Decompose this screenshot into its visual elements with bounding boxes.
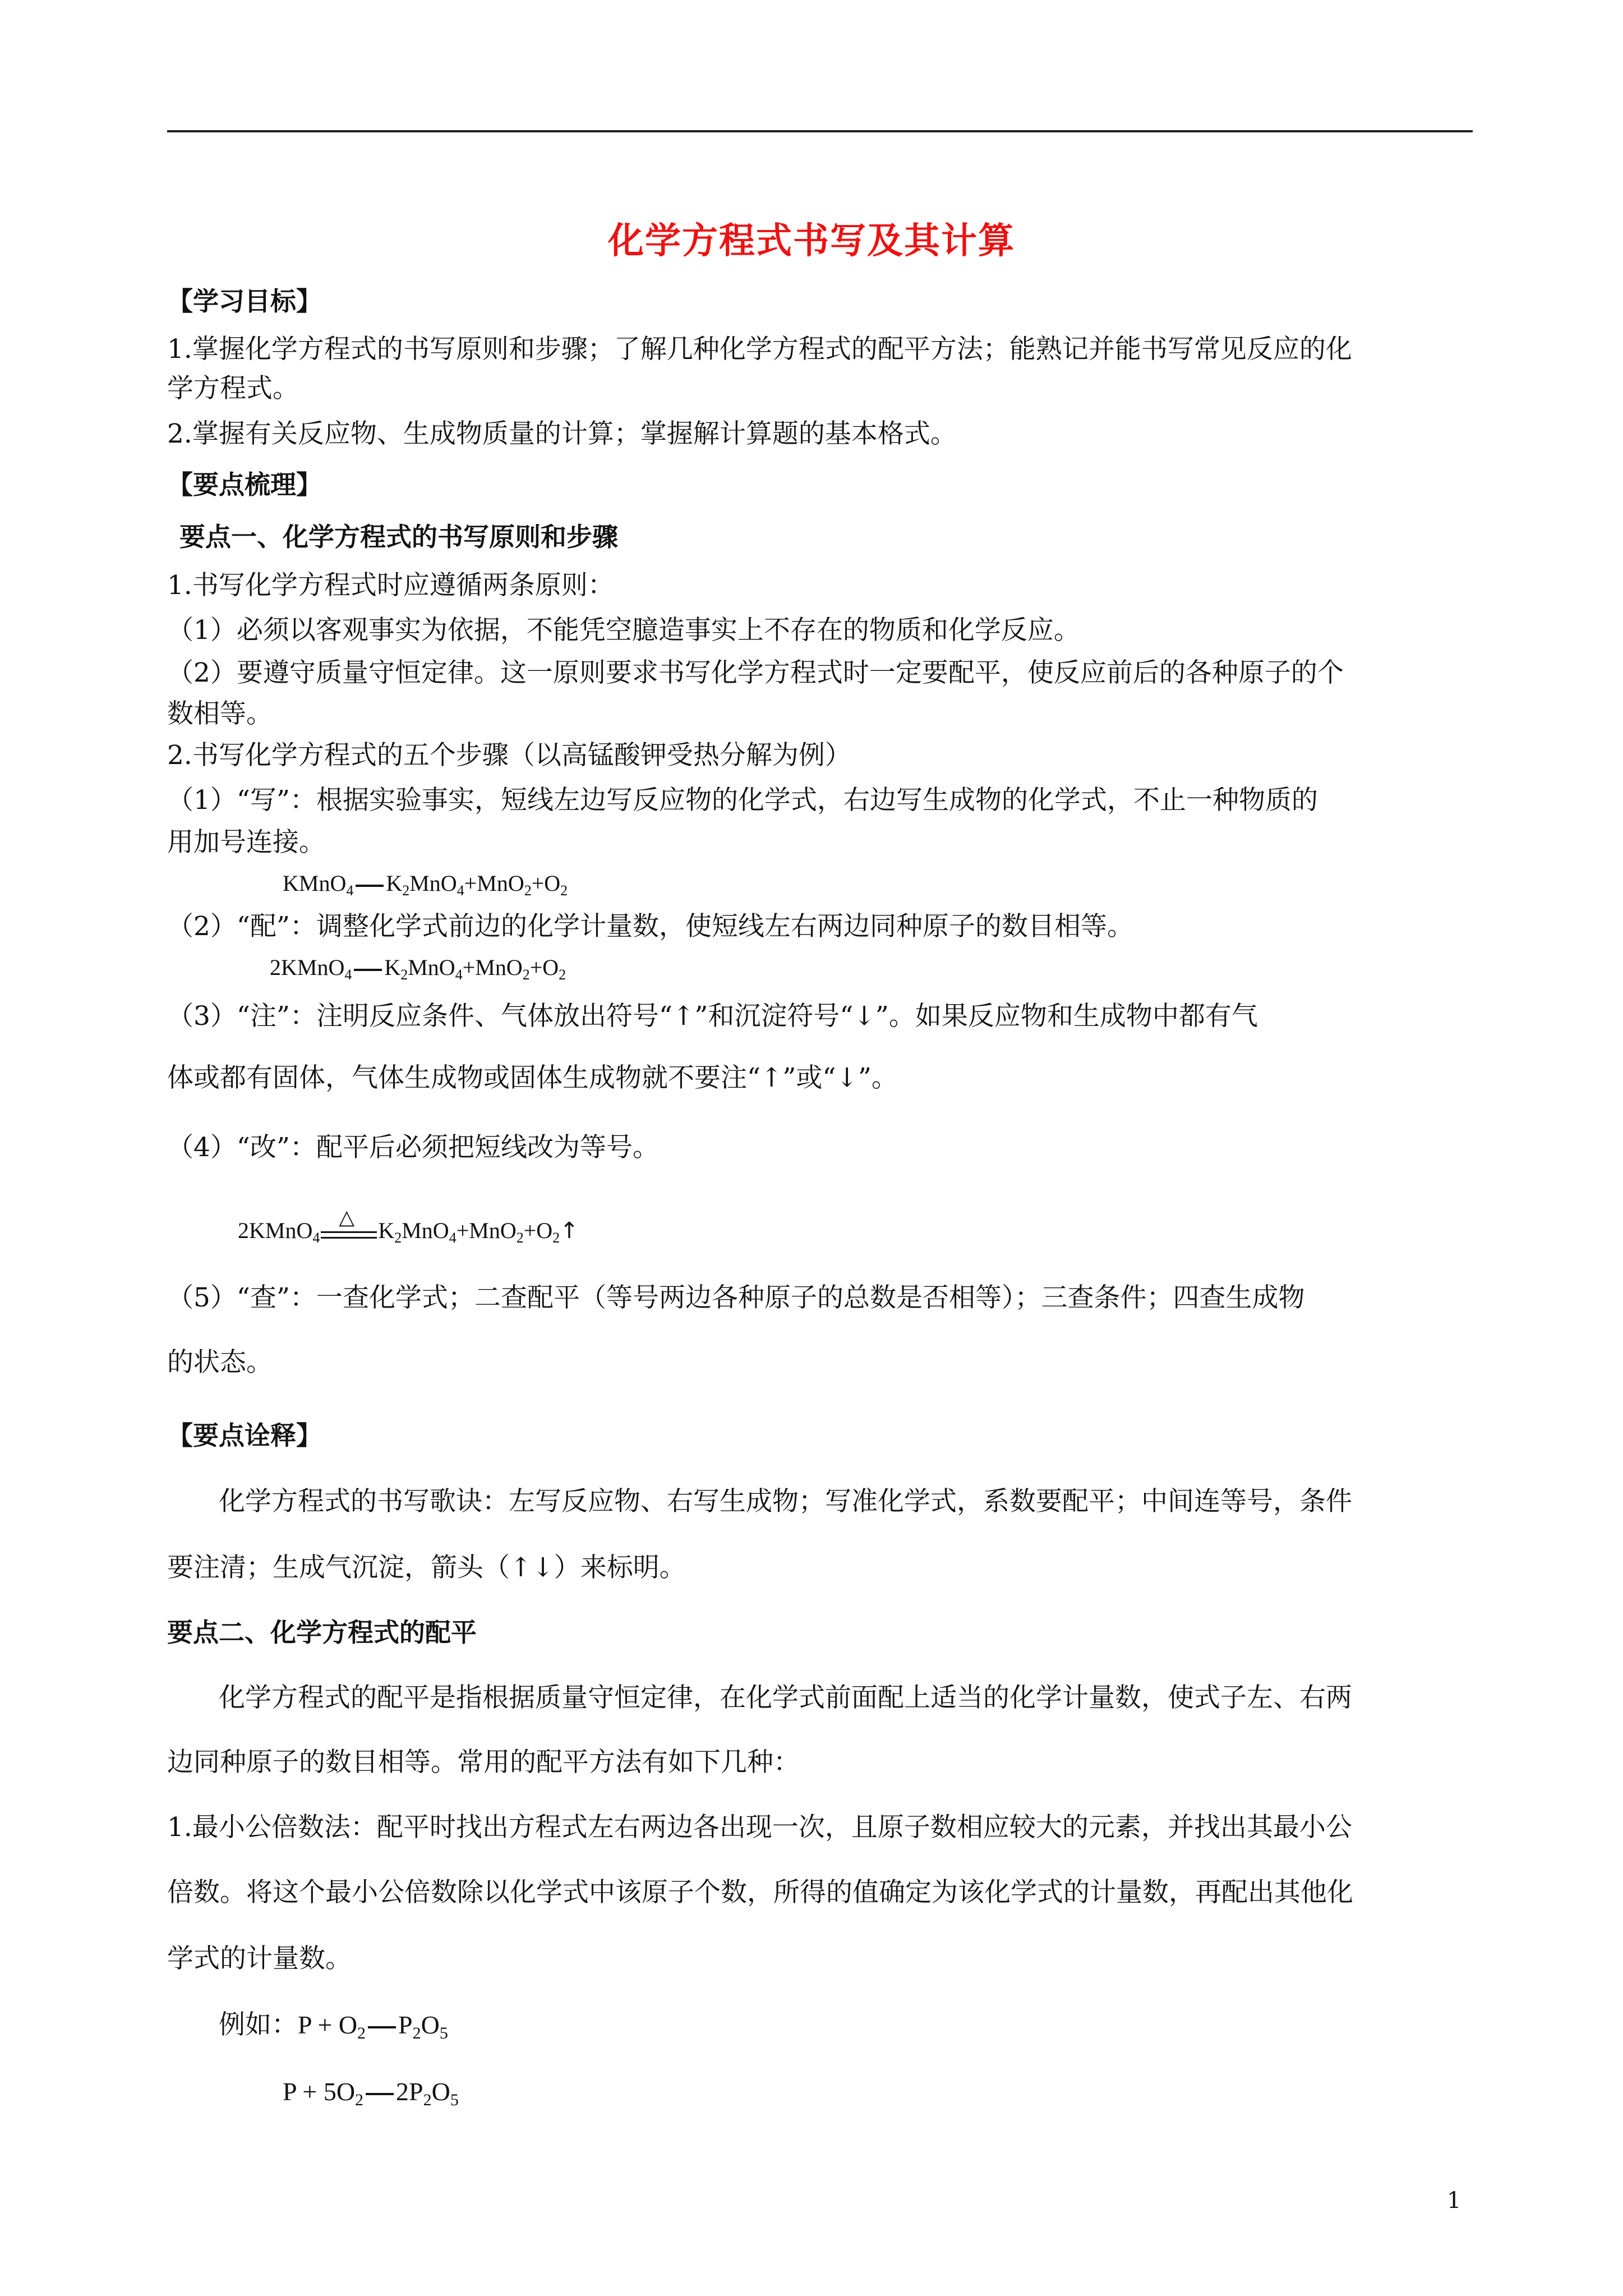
step-5-line-b: 的状态。 <box>167 1347 273 1378</box>
goals-heading: 【学习目标】 <box>167 286 322 316</box>
method-1-line-a: 1.最小公倍数法：配平时找出方程式左右两边各出现一次，且原子数相应较大的元素，并找出其最小公 <box>167 1812 1352 1843</box>
page-title: 化学方程式书写及其计算 <box>608 220 1015 262</box>
gas-up-arrow-icon: ↑ <box>560 1218 579 1244</box>
equation-3: 2KMnO$_4$ △ $K_2MnO_4+MnO_2+O_2↑$ <box>238 1215 579 1247</box>
goal-1-line-b: 学方程式。 <box>167 373 299 404</box>
steps-intro: 2.书写化学方程式的五个步骤（以高锰酸钾受热分解为例） <box>167 740 851 771</box>
equation-1: KMnO$_4$ $K_2MnO_4+MnO_2+O_2$ <box>283 871 568 899</box>
example-equation-1: 例如：$P + O_2$ $P_2O_5$ <box>219 2009 448 2042</box>
method-1-line-b: 倍数。将这个最小公倍数除以化学式中该原子个数，所得的值确定为该化学式的计量数，再配出其他化 <box>167 1877 1353 1908</box>
step-3-line-a: （3）“注”：注明反应条件、气体放出符号“↑”和沉淀符号“↓”。如果反应物和生成物中都有气 <box>167 1001 1258 1032</box>
short-dash <box>354 969 382 971</box>
equals-with-heat <box>321 1205 377 1247</box>
step-1-line-b: 用加号连接。 <box>167 827 325 858</box>
explain-line-a: 化学方程式的书写歌诀：左写反应物、右写生成物；写准化学式，系数要配平；中间连等号，条件 <box>219 1486 1352 1517</box>
short-dash <box>366 2093 394 2095</box>
point-2-heading: 要点二、化学方程式的配平 <box>167 1617 477 1648</box>
example-label: 例如： <box>219 2009 298 2040</box>
example-equation-2: $P + 5O_2$ $2P_2O_5$ <box>283 2077 459 2109</box>
explain-line-b: 要注清；生成气沉淀，箭头（↑↓）来标明。 <box>167 1552 686 1583</box>
explain-heading: 【要点诠释】 <box>167 1420 322 1451</box>
header-rule <box>167 130 1473 132</box>
short-dash <box>356 885 384 887</box>
heat-delta-icon: △ <box>339 1205 355 1229</box>
short-dash <box>368 2026 396 2028</box>
equation-2: 2KMnO$_4$ $K_2MnO_4+MnO_2+O_2$ <box>270 955 566 983</box>
method-1-line-c: 学式的计量数。 <box>167 1943 352 1974</box>
points-heading: 【要点梳理】 <box>167 470 322 500</box>
page-number: 1 <box>1447 2188 1461 2214</box>
goal-1-line-a: 1.掌握化学方程式的书写原则和步骤；了解几种化学方程式的配平方法；能熟记并能书写常见反应的化 <box>167 334 1352 365</box>
principle-2-line-a: （2）要遵守质量守恒定律。这一原则要求书写化学方程式时一定要配平，使反应前后的各种原子的个 <box>167 657 1344 688</box>
principle-intro: 1.书写化学方程式时应遵循两条原则： <box>167 570 614 601</box>
step-1-line-a: （1）“写”：根据实验事实，短线左边写反应物的化学式，右边写生成物的化学式，不止一种物质的 <box>167 785 1318 816</box>
point-1-heading: 要点一、化学方程式的书写原则和步骤 <box>179 522 618 552</box>
step-5-line-a: （5）“查”：一查化学式；二查配平（等号两边各种原子的总数是否相等）；三查条件；四查生成物 <box>167 1282 1305 1313</box>
principle-2-line-b: 数相等。 <box>167 698 273 729</box>
goal-2: 2.掌握有关反应物、生成物质量的计算；掌握解计算题的基本格式。 <box>167 418 957 449</box>
step-2: （2）“配”：调整化学式前边的化学计量数，使短线左右两边同种原子的数目相等。 <box>167 911 1133 942</box>
balance-intro-line-b: 边同种原子的数目相等。常用的配平方法有如下几种： <box>167 1747 800 1778</box>
step-3-line-b: 体或都有固体，气体生成物或固体生成物就不要注“↑”或“↓”。 <box>167 1062 898 1093</box>
principle-1: （1）必须以客观事实为依据，不能凭空臆造事实上不存在的物质和化学反应。 <box>167 615 1080 646</box>
step-4: （4）“改”：配平后必须把短线改为等号。 <box>167 1132 659 1163</box>
balance-intro-line-a: 化学方程式的配平是指根据质量守恒定律，在化学式前面配上适当的化学计量数，使式子左、右两 <box>219 1682 1352 1713</box>
